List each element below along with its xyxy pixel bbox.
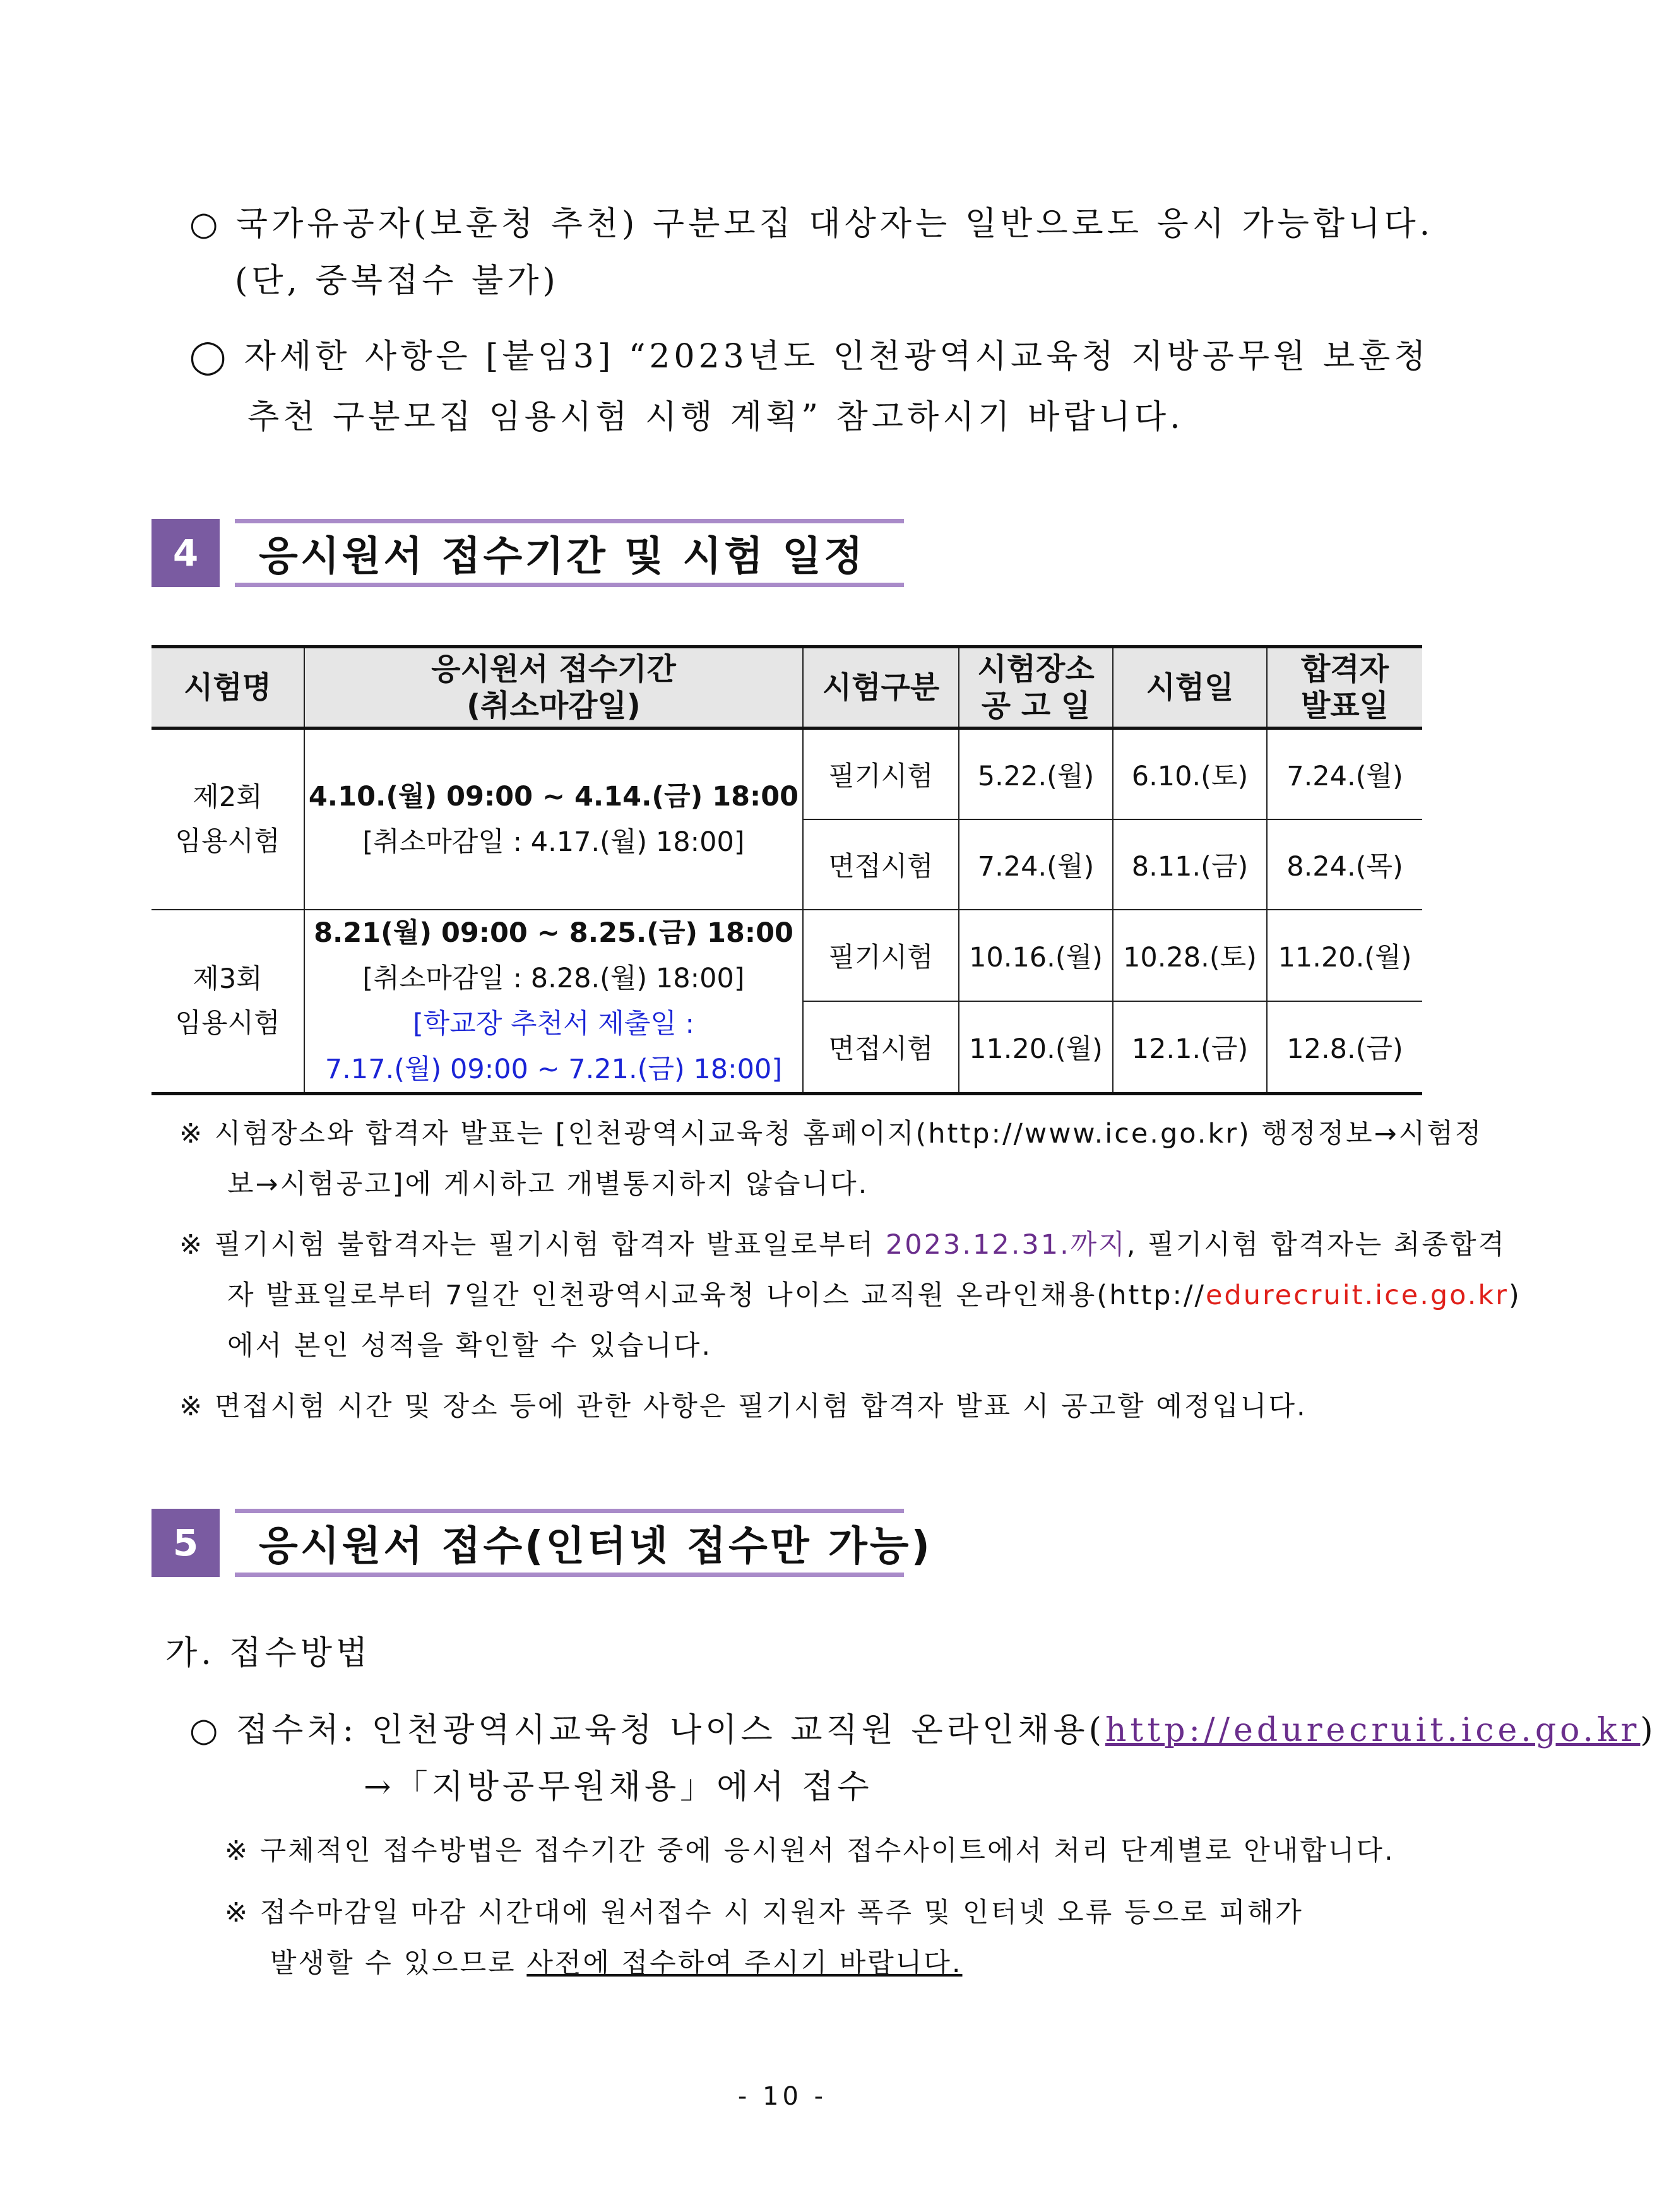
round-3-written-result: 11.20.(월) <box>1267 910 1422 1001</box>
method-note-2-line-2 <box>270 1942 963 1980</box>
method-place-line-1 <box>189 1703 1657 1751</box>
round-2-written-result: 7.24.(월) <box>1267 728 1422 820</box>
header-exam-type: 시험구분 <box>803 647 959 728</box>
exam-schedule-table <box>151 645 1422 1095</box>
table-header-row <box>151 647 1422 728</box>
header-result-date <box>1267 647 1422 728</box>
round-3-cancel-deadline: [취소마감일 : 8.28.(월) 18:00] <box>362 963 745 994</box>
round-2-name <box>151 728 304 910</box>
note-score-text-c: , 필기시험 합격자는 최종합격 <box>1126 1229 1506 1261</box>
edurecruit-link[interactable]: edurecruit.ice.go.kr <box>1205 1280 1509 1311</box>
round-3-recommend-line-2: 7.17.(월) 09:00 ~ 7.21.(금) 18:00] <box>324 1054 783 1085</box>
round-2-written-type: 필기시험 <box>803 728 959 820</box>
header-exam-date: 시험일 <box>1113 647 1267 728</box>
round-2-interview-result: 8.24.(목) <box>1267 819 1422 910</box>
note-score-line-2-text: 자 발표일로부터 7일간 인천광역시교육청 나이스 교직원 온라인채용(http:// <box>227 1280 1206 1311</box>
header-notice-line-2: 공 고 일 <box>981 688 1091 723</box>
section-5-number: 5 <box>151 1509 220 1577</box>
round-2-period-text: 4.10.(월) 09:00 ~ 4.14.(금) 18:00 <box>308 781 799 812</box>
round-2-period <box>304 728 803 910</box>
round-2-interview-exam: 8.11.(금) <box>1113 819 1267 910</box>
method-place-line-2: →「지방공무원채용」에서 접수 <box>364 1768 873 1806</box>
edurecruit-url-link[interactable]: http://edurecruit.ice.go.kr <box>1105 1711 1641 1749</box>
header-application-period <box>304 647 803 728</box>
note-interview: ※ 면접시험 시간 및 장소 등에 관한 사항은 필기시험 합격자 발표 시 공고할 예정입니다. <box>179 1391 1307 1422</box>
round-3-name <box>151 910 304 1094</box>
round-3-period <box>304 910 803 1094</box>
header-result-line-1: 합격자 <box>1300 651 1389 687</box>
note-score-deadline: 2023.12.31.까지 <box>885 1229 1127 1261</box>
header-venue-notice <box>959 647 1113 728</box>
method-heading: 가. 접수방법 <box>165 1634 372 1672</box>
round-3-name-line-2: 임용시험 <box>175 1008 280 1039</box>
table-row <box>151 728 1422 820</box>
header-period-line-1: 응시원서 접수기간 <box>431 651 676 687</box>
method-note-2-line-1: ※ 접수마감일 마감 시간대에 원서접수 시 지원자 폭주 및 인터넷 오류 등으로 피해가 <box>225 1897 1304 1929</box>
header-exam-name: 시험명 <box>151 647 304 728</box>
round-2-cancel-deadline: [취소마감일 : 4.17.(월) 18:00] <box>362 826 745 858</box>
method-note-2-emphasis: 사전에 접수하여 주시기 바랍니다. <box>526 1947 963 1979</box>
method-note-1: ※ 구체적인 접수방법은 접수기간 중에 응시원서 접수사이트에서 처리 단계별로 안내합니다. <box>225 1835 1395 1867</box>
note-score-line-2 <box>227 1274 1521 1312</box>
round-3-period-text: 8.21(월) 09:00 ~ 8.25.(금) 18:00 <box>314 917 793 949</box>
round-3-written-notice: 10.16.(월) <box>959 910 1113 1001</box>
round-3-written-exam: 10.28.(토) <box>1113 910 1267 1001</box>
section-4-title: 응시원서 접수기간 및 시험 일정 <box>235 519 904 587</box>
method-note-2-text: 발생할 수 있으므로 <box>270 1947 527 1979</box>
round-2-name-line-1: 제2회 <box>193 782 263 813</box>
note-score-text-a: ※ 필기시험 불합격자는 필기시험 합격자 발표일로부터 <box>179 1229 886 1261</box>
intro-bullet-1-line-2: (단, 중복접수 불가) <box>235 262 559 300</box>
round-2-written-exam: 6.10.(토) <box>1113 728 1267 820</box>
method-place-close: ) <box>1640 1711 1657 1749</box>
round-3-recommend-line-1: [학교장 추천서 제출일 : <box>412 1008 695 1040</box>
note-venue-line-2: 보→시험공고]에 게시하고 개별통지하지 않습니다. <box>227 1168 869 1200</box>
round-2-interview-type: 면접시험 <box>803 819 959 910</box>
header-notice-line-1: 시험장소 <box>977 651 1095 687</box>
round-2-name-line-2: 임용시험 <box>175 826 280 857</box>
round-2-written-notice: 5.22.(월) <box>959 728 1113 820</box>
intro-bullet-1-line-1: ○ 국가유공자(보훈청 추천) 구분모집 대상자는 일반으로도 응시 가능합니다. <box>189 205 1434 243</box>
round-3-name-line-1: 제3회 <box>193 963 263 995</box>
intro-bullet-2-line-1: ◯ 자세한 사항은 [붙임3] “2023년도 인천광역시교육청 지방공무원 보훈청 <box>189 338 1430 376</box>
round-3-interview-exam: 12.1.(금) <box>1113 1001 1267 1094</box>
section-4-number: 4 <box>151 519 220 587</box>
note-score-line-3: 에서 본인 성적을 확인할 수 있습니다. <box>227 1330 713 1362</box>
note-score-line-1 <box>179 1223 1506 1262</box>
round-3-written-type: 필기시험 <box>803 910 959 1001</box>
intro-bullet-2-line-2: 추천 구분모집 임용시험 시행 계획” 참고하시기 바랍니다. <box>247 398 1184 436</box>
note-venue-line-1: ※ 시험장소와 합격자 발표는 [인천광역시교육청 홈페이지(http://www.ice.go.kr) 행정정보→시험정 <box>179 1118 1483 1150</box>
header-period-line-2: (취소마감일) <box>466 688 641 723</box>
method-place-text: ○ 접수처: 인천광역시교육청 나이스 교직원 온라인채용( <box>189 1711 1105 1749</box>
round-2-interview-notice: 7.24.(월) <box>959 819 1113 910</box>
round-3-interview-type: 면접시험 <box>803 1001 959 1094</box>
round-3-interview-result: 12.8.(금) <box>1267 1001 1422 1094</box>
note-score-line-2-close: ) <box>1509 1280 1521 1311</box>
section-5-title: 응시원서 접수(인터넷 접수만 가능) <box>235 1509 904 1577</box>
page-number: - 10 - <box>737 2082 828 2111</box>
round-3-interview-notice: 11.20.(월) <box>959 1001 1113 1094</box>
table-row <box>151 910 1422 1001</box>
header-result-line-2: 발표일 <box>1300 688 1389 723</box>
